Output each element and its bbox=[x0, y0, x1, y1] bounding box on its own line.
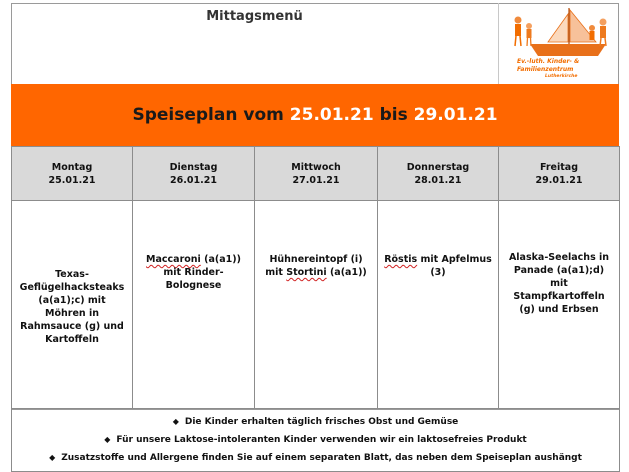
note-item bbox=[16, 413, 615, 431]
banner-end-date: 29.01.21 bbox=[413, 105, 498, 125]
meal-dish: Maccaroni bbox=[146, 254, 201, 265]
meal-line: mit Apfelmus bbox=[417, 254, 492, 265]
meal-line: Möhren in bbox=[45, 307, 99, 319]
meal-allergens: (a(a1)) bbox=[326, 267, 367, 278]
meal-thursday bbox=[378, 201, 499, 409]
meal-row bbox=[12, 201, 620, 409]
meal-line: Hühnereintopf (i) bbox=[269, 254, 363, 265]
day-header-friday bbox=[499, 147, 620, 201]
diamond-bullet-icon: ◆ bbox=[172, 417, 179, 426]
day-date: 29.01.21 bbox=[535, 174, 583, 186]
diamond-bullet-icon: ◆ bbox=[104, 435, 111, 444]
day-date: 26.01.21 bbox=[170, 174, 217, 186]
notes-row bbox=[12, 409, 620, 472]
meal-dish: Stortini bbox=[286, 267, 327, 278]
meal-line: Stampfkartoffeln bbox=[513, 291, 605, 302]
meal-line: mit Rinder- bbox=[163, 267, 224, 278]
day-header-thursday bbox=[378, 147, 499, 201]
day-header-wednesday bbox=[255, 147, 378, 201]
day-header-row bbox=[12, 147, 620, 201]
logo-text-line3: Lutherkirche bbox=[545, 74, 578, 79]
day-name: Mittwoch bbox=[291, 161, 341, 173]
meal-line: Texas- bbox=[55, 268, 89, 280]
note-text: Für unsere Laktose-intoleranten Kinder verwenden wir ein laktosefreies Produkt bbox=[116, 435, 527, 445]
meal-monday bbox=[12, 201, 133, 409]
menu-table bbox=[11, 146, 620, 472]
day-name: Donnerstag bbox=[406, 161, 470, 173]
day-name: Dienstag bbox=[169, 161, 218, 173]
diamond-bullet-icon: ◆ bbox=[49, 453, 56, 462]
meal-line: Kartoffeln bbox=[45, 333, 99, 345]
meal-wednesday bbox=[255, 201, 378, 409]
day-name: Montag bbox=[51, 161, 93, 173]
logo-text-line2: Familienzentrum bbox=[517, 66, 574, 73]
meal-line: mit bbox=[550, 278, 568, 289]
meal-line: (a(a1);c) mit bbox=[38, 294, 106, 306]
week-banner bbox=[11, 84, 619, 146]
banner-start-date: 25.01.21 bbox=[289, 105, 374, 125]
page-title: Mittagsmenü bbox=[206, 9, 303, 24]
meal-line: Bolognese bbox=[165, 280, 222, 291]
note-text: Die Kinder erhalten täglich frisches Obst und Gemüse bbox=[184, 417, 459, 427]
logo-illustration bbox=[508, 6, 612, 58]
meal-line: Alaska-Seelachs in bbox=[508, 252, 610, 263]
banner-prefix: Speiseplan vom bbox=[132, 105, 284, 125]
meal-dish: Röstis bbox=[384, 254, 418, 265]
logo-text-line1: Ev.-luth. Kinder- & bbox=[517, 58, 580, 65]
meal-friday bbox=[499, 201, 620, 409]
logo bbox=[498, 3, 619, 84]
banner-connector: bis bbox=[379, 105, 408, 125]
meal-line: (g) und Erbsen bbox=[519, 304, 599, 315]
day-header-monday bbox=[12, 147, 133, 201]
day-date: 25.01.21 bbox=[48, 174, 96, 186]
meal-line: Geflügelhacksteaks bbox=[19, 281, 125, 293]
note-item bbox=[16, 431, 615, 449]
meal-allergens: (a(a1)) bbox=[200, 254, 241, 265]
day-header-tuesday bbox=[133, 147, 255, 201]
notes-cell bbox=[12, 409, 620, 472]
meal-allergens: (3) bbox=[430, 267, 446, 278]
meal-tuesday bbox=[133, 201, 255, 409]
note-text: Zusatzstoffe und Allergene finden Sie auf einem separaten Blatt, das neben dem Speiseplan aushängt bbox=[61, 453, 582, 463]
header bbox=[11, 3, 619, 84]
day-date: 27.01.21 bbox=[292, 174, 340, 186]
day-name: Freitag bbox=[539, 161, 579, 173]
meal-line: mit bbox=[265, 267, 287, 278]
meal-line: Panade (a(a1);d) bbox=[513, 265, 605, 276]
day-date: 28.01.21 bbox=[414, 174, 462, 186]
note-item bbox=[16, 449, 615, 467]
meal-line: Rahmsauce (g) und bbox=[20, 320, 124, 332]
